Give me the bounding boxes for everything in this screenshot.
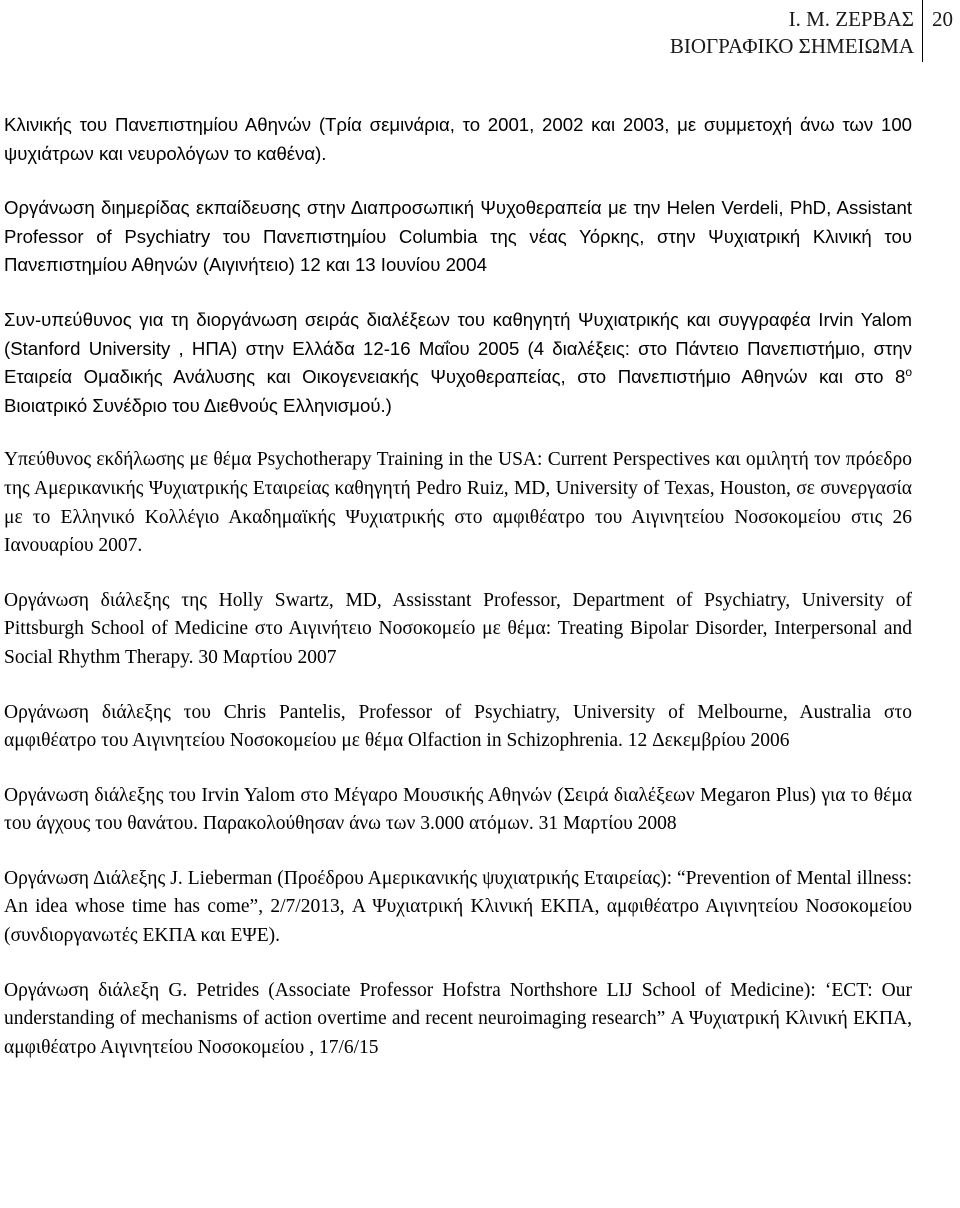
paragraph-yalom-megaron: Οργάνωση διάλεξης του Irvin Yalom στο Μέγαρο Μουσικής Αθηνών (Σειρά διαλέξεων Megaron Plus) για το θέμα του άγχους του θανάτου. Παρακολούθησαν άνω των 3.000 ατόμων. 31 Μαρτίου 2008 [4, 784, 912, 835]
header-divider [922, 0, 923, 62]
header-titles [670, 6, 914, 60]
paragraph-yalom-lectures [4, 306, 912, 420]
yalom-text-part2: Βιοιατρικό Συνέδριο του Διεθνούς Ελληνισμού.) [4, 394, 392, 416]
paragraph-petrides-lecture: Οργάνωση διάλεξη G. Petrides (Associate Professor Hofstra Northshore LIJ School of Medicine): ‘ECT: Our understanding of mechanisms of action overtime and recent neuroimaging research” Α Ψυχιατρική Κλινική ΕΚΠΑ, αμφιθέατρο Αιγινητείου Νοσοκομείου , 17/6/15 [4, 979, 912, 1058]
document-title: ΒΙΟΓΡΑΦΙΚΟ ΣΗΜΕΙΩΜΑ [669, 34, 914, 58]
paragraph-pantelis-lecture: Οργάνωση διάλεξης του Chris Pantelis, Professor of Psychiatry, University of Melbourne, Australia στο αμφιθέατρο του Αιγινητείου Νοσοκομείου με θέμα Olfaction in Schizophrenia. 12 Δεκεμβρίου 2006 [4, 701, 912, 752]
paragraph-seminars-continued: Κλινικής του Πανεπιστημίου Αθηνών (Τρία σεμινάρια, το 2001, 2002 και 2003, με συμμετοχή άνω των 100 ψυχιάτρων και νευρολόγων το καθένα). [4, 114, 912, 164]
paragraph-lieberman-lecture: Οργάνωση Διάλεξης J. Lieberman (Προέδρου Αμερικανικής ψυχιατρικής Εταιρείας): “Prevention of Mental illness: An idea whose time has come”, 2/7/2013, Α Ψυχιατρική Κλινική ΕΚΠΑ, αμφιθέατρο Αιγινητείου Νοσοκομείου (συνδιοργανωτές ΕΚΠΑ και ΕΨΕ). [4, 867, 912, 947]
page-number: 20 [932, 7, 953, 31]
ordinal-superscript: ο [905, 365, 912, 380]
paragraph-ruiz-event: Υπεύθυνος εκδήλωσης με θέμα Psychotherapy Training in the USA: Current Perspectives και ομιλητή τον πρόεδρο της Αμερικανικής Ψυχιατρικής Εταιρείας καθηγητή Pedro Ruiz, MD, University of Texas, Houston, σε συνεργασία με το Ελληνικό Κολλέγιο Ακαδημαϊκής Ψυχιατρικής στο αμφιθέατρο του Αιγινητείου Νοσοκομείου στις 26 Ιανουαρίου 2007. [4, 449, 912, 557]
document-body [4, 111, 912, 1088]
yalom-text-part1: Συν-υπεύθυνος για τη διοργάνωση σειράς διαλέξεων του καθηγητή Ψυχιατρικής και συγγραφέα Irvin Yalom (Stanford University , ΗΠΑ) στην Ελλάδα 12-16 Μαΐου 2005 (4 διαλέξεις: στο Πάντειο Πανεπιστήμιο, στην Εταιρεία Ομαδικής Ανάλυσης και Οικογενειακής Ψυχοθεραπείας, στο Πανεπιστήμιο Αθηνών και στο 8 [4, 308, 912, 388]
paragraph-swartz-lecture: Οργάνωση διάλεξης της Holly Swartz, MD, Assisstant Professor, Department of Psychiatry, University of Pittsburgh School of Medicine στο Αιγινήτειο Νοσοκομείο με θέμα: Treating Bipolar Disorder, Interpersonal and Social Rhythm Therapy. 30 Μαρτίου 2007 [4, 589, 912, 668]
author-name: Ι. Μ. ΖΕΡΒΑΣ [788, 7, 914, 31]
page-header [0, 0, 960, 62]
paragraph-ipt-workshop: Οργάνωση διημερίδας εκπαίδευσης στην Διαπροσωπική Ψυχοθεραπεία με την Helen Verdeli, PhD, Assistant Professor of Psychiatry του Πανεπιστημίου Columbia της νέας Υόρκης, στην Ψυχιατρική Κλινική του Πανεπιστημίου Αθηνών (Αιγινήτειο) 12 και 13 Ιουνίου 2004 [4, 197, 912, 276]
